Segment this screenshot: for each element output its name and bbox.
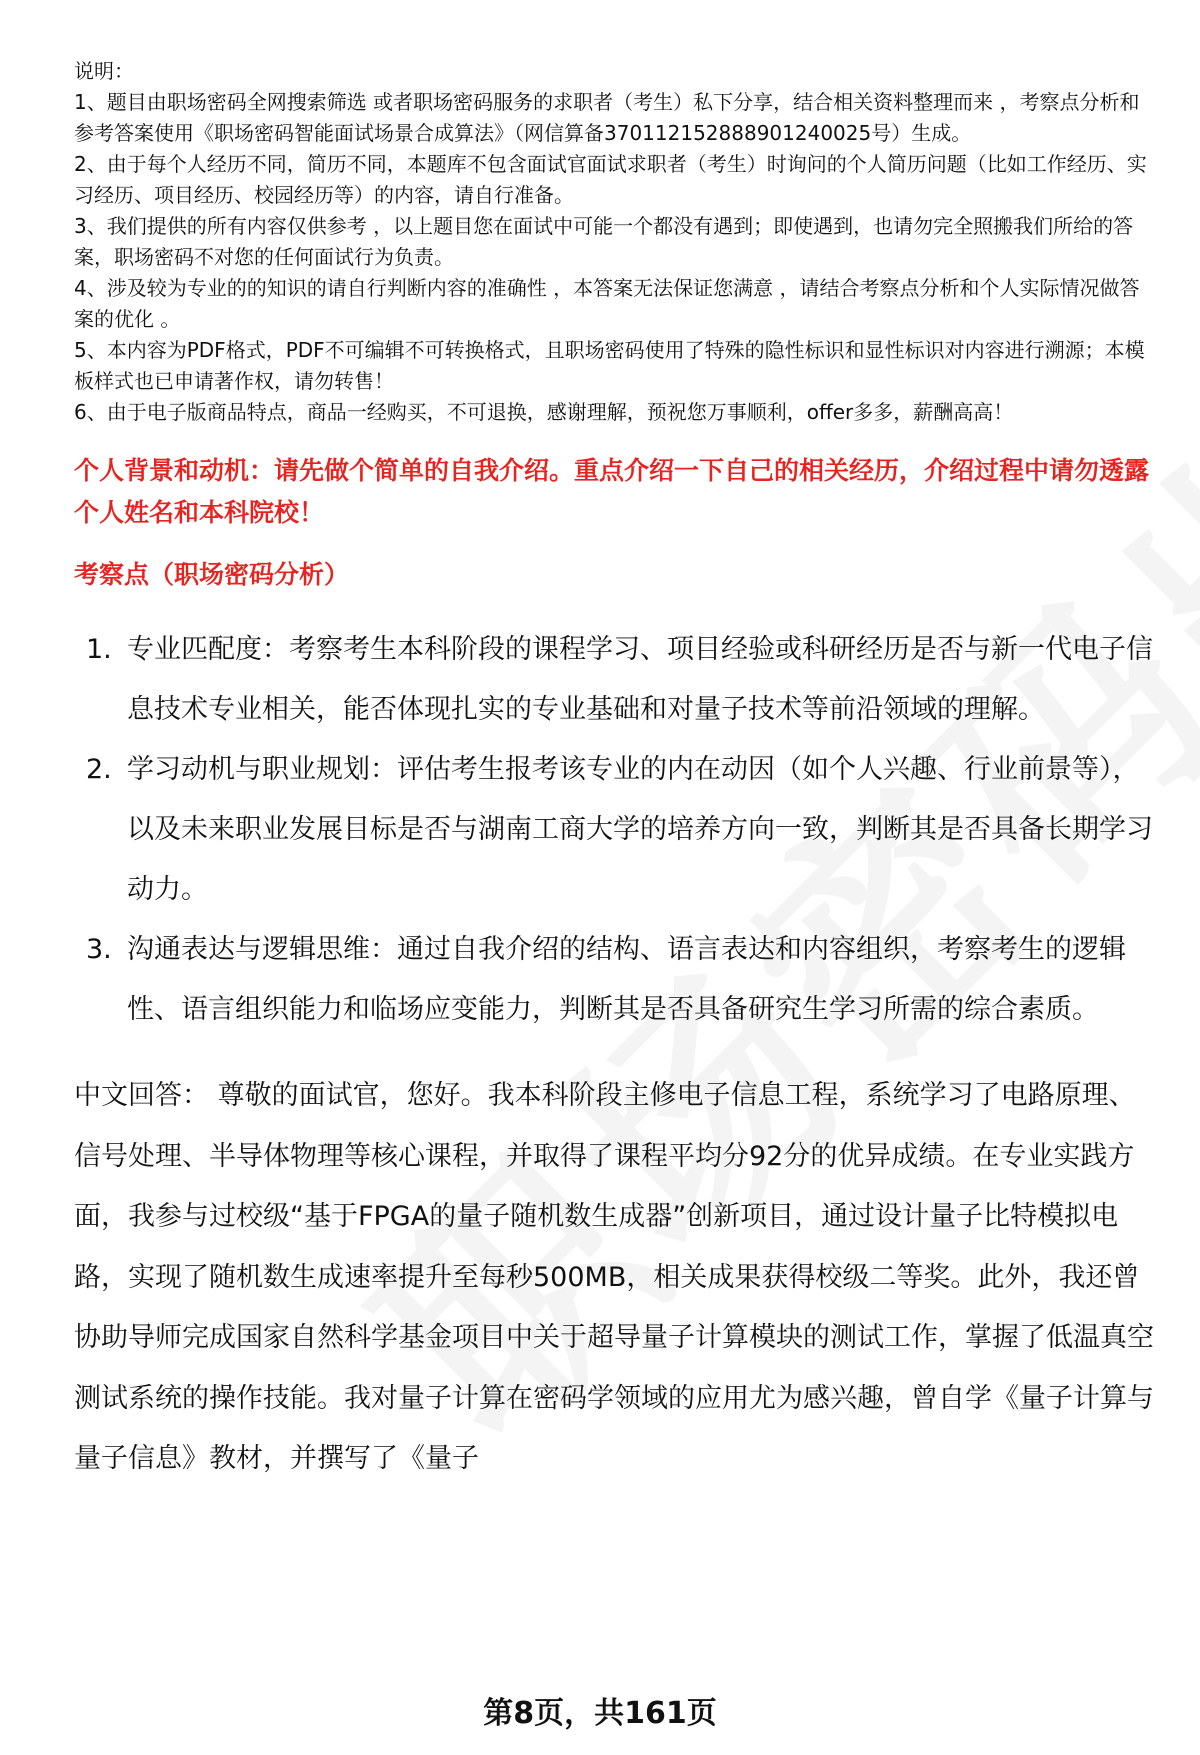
notes-item-2: 2、由于每个人经历不同，简历不同，本题库不包含面试官面试求职者（考生）时询问的个人简历问题（比如工作经历、实习经历、项目经历、校园经历等）的内容，请自行准备。 [74,152,1147,207]
notes-title: 说明： [74,59,134,83]
point-text: 学习动机与职业规划：评估考生报考该专业的内在动因（如个人兴趣、行业前景等），以及未来职业发展目标是否与湖南工商大学的培养方向一致，判断其是否具备长期学习动力。 [127,754,1153,905]
notes-item-1: 1、题目由职场密码全网搜索筛选 或者职场密码服务的求职者（考生）私下分享，结合相关资料整理而来 ，考察点分析和参考答案使用《职场密码智能面试场景合成算法》（网信算备370112152888901240025号）生成。 [74,90,1140,145]
point-text: 沟通表达与逻辑思维：通过自我介绍的结构、语言表达和内容组织，考察考生的逻辑性、语言组织能力和临场应变能力，判断其是否具备研究生学习所需的综合素质。 [127,934,1126,1025]
point-number: 2. [86,754,112,785]
notes-item-3: 3、我们提供的所有内容仅供参考 ，以上题目您在面试中可能一个都没有遇到；即使遇到，也请勿完全照搬我们所给的答案，职场密码不对您的任何面试行为负责。 [74,214,1134,269]
point-number: 3. [86,934,112,965]
answer-text: 中文回答： 尊敬的面试官，您好。我本科阶段主修电子信息工程，系统学习了电路原理、信号处理、半导体物理等核心课程，并取得了课程平均分92分的优异成绩。在专业实践方面，我参与过校级“基于FPGA的量子随机数生成器”创新项目，通过设计量子比特模拟电路，实现了随机数生成速率提升至每秒500MB，相关成果获得校级二等奖。此外，我还曾协助导师完成国家自然科学基金项目中关于超导量子计算模块的测试工作，掌握了低温真空测试系统的操作技能。我对量子计算在密码学领域的应用尤为感兴趣，曾自学《量子计算与量子信息》教材，并撰写了《量子 [74,1080,1154,1474]
point-number: 1. [86,634,112,665]
notes-item-6: 6、由于电子版商品特点，商品一经购买，不可退换，感谢理解，预祝您万事顺利，offer多多，薪酬高高！ [74,400,1014,424]
notes-item-4: 4、涉及较为专业的的知识的请自行判断内容的准确性 ，本答案无法保证您满意 ，请结合考察点分析和个人实际情况做答案的优化 。 [74,276,1140,331]
analysis-title: 考察点（职场密码分析） [74,560,350,589]
analysis-point [74,620,1154,740]
analysis-point [74,920,1154,1040]
page-number: 第8页，共161页 [483,1696,717,1731]
analysis-points [74,620,1154,1040]
question-heading: 个人背景和动机：请先做个简单的自我介绍。重点介绍一下自己的相关经历，介绍过程中请勿透露个人姓名和本科院校！ [74,456,1150,527]
point-text: 专业匹配度：考察考生本科阶段的课程学习、项目经验或科研经历是否与新一代电子信息技术专业相关，能否体现扎实的专业基础和对量子技术等前沿领域的理解。 [127,634,1153,725]
analysis-point [74,740,1154,920]
page-content [74,56,1154,1490]
notes-item-5: 5、本内容为PDF格式，PDF不可编辑不可转换格式，且职场密码使用了特殊的隐性标识和显性标识对内容进行溯源；本模板样式也已申请著作权，请勿转售！ [74,338,1145,393]
